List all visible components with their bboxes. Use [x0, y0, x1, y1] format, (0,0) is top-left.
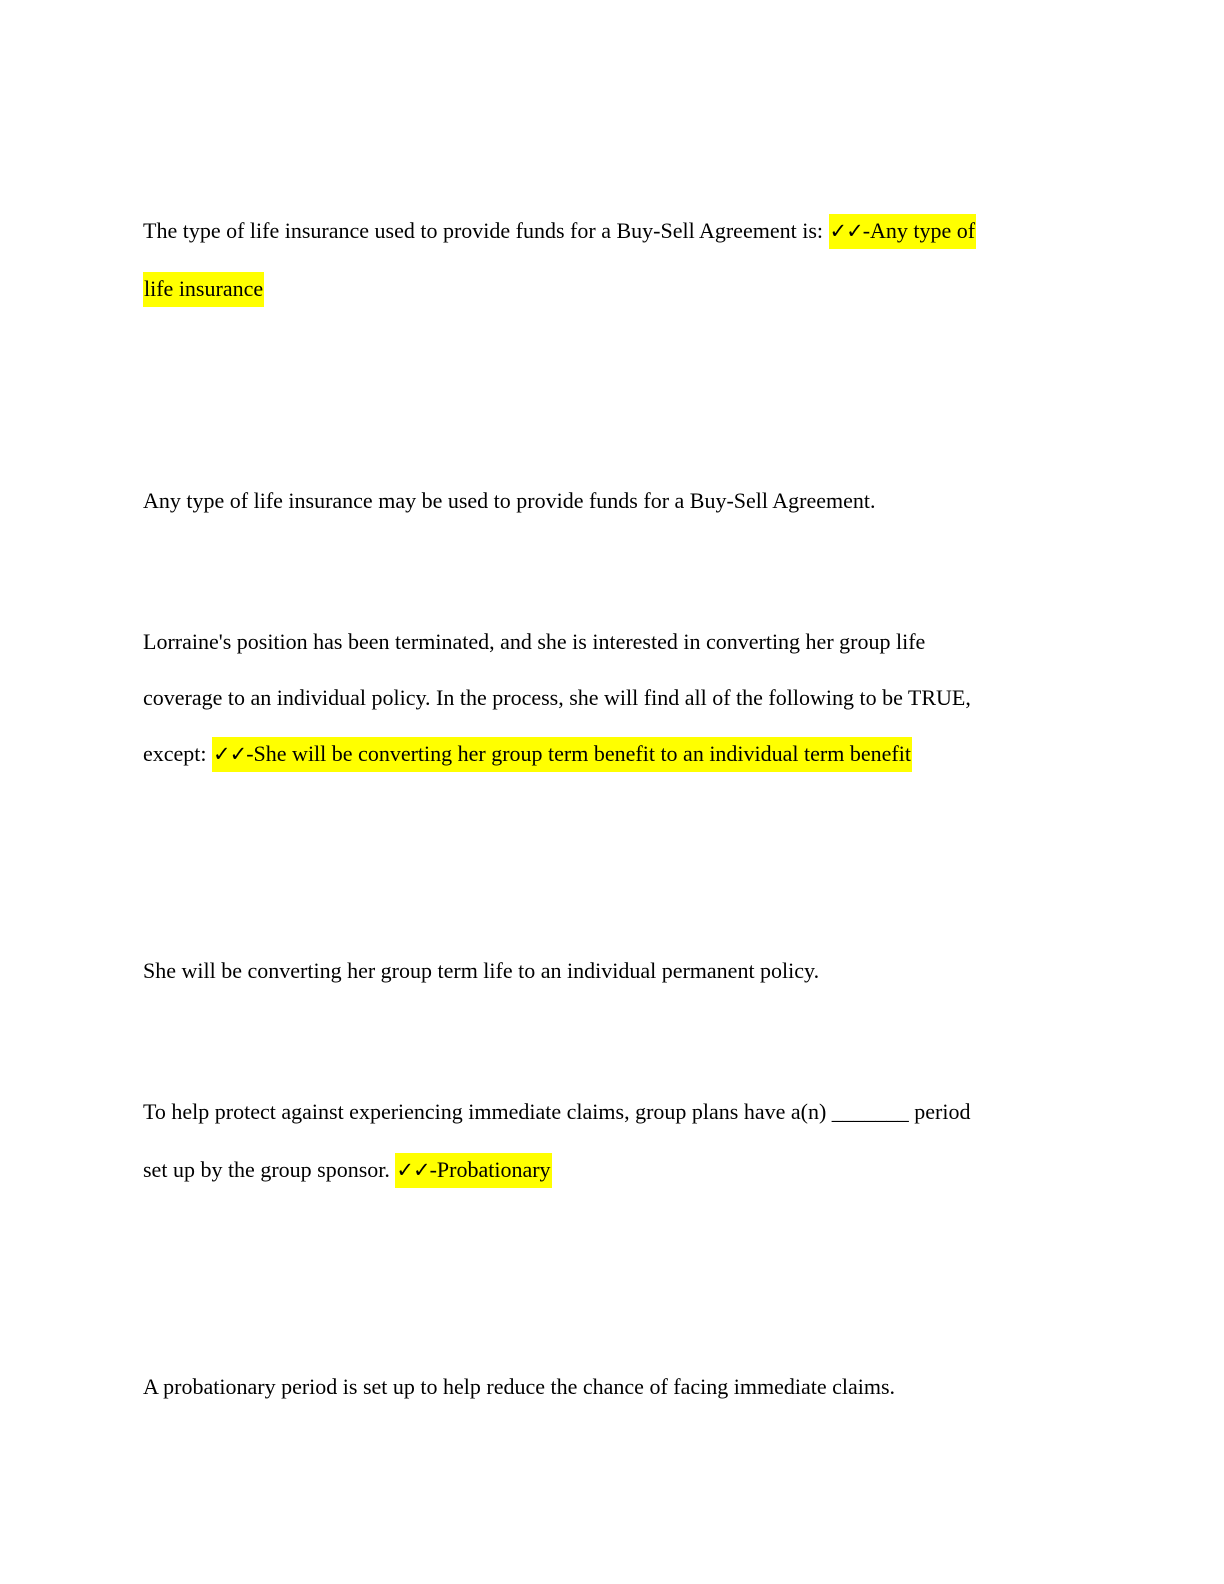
- question-1-line-2: [143, 260, 1063, 318]
- double-check-icon: ✓✓: [396, 1158, 430, 1182]
- question-1-text: The type of life insurance used to provide funds for a Buy-Sell Agreement is:: [143, 218, 829, 243]
- question-2-line-3: [143, 726, 1063, 782]
- explanation-1-text: Any type of life insurance may be used to provide funds for a Buy-Sell Agreement.: [143, 488, 876, 513]
- question-3-answer: -Probationary: [429, 1157, 551, 1182]
- double-check-icon: ✓✓: [829, 219, 863, 243]
- question-2-answer: -She will be converting her group term benefit to an individual term benefit: [246, 741, 911, 766]
- question-1-answer: -Any type of: [862, 218, 976, 243]
- answer-highlight: [829, 214, 977, 249]
- explanation-2: [143, 942, 1063, 1000]
- explanation-1: [143, 472, 1063, 530]
- question-3: [143, 1083, 1063, 1199]
- answer-highlight: [395, 1153, 551, 1188]
- question-1: [143, 202, 1063, 318]
- question-2-line-1: Lorraine's position has been terminated, and she is interested in converting her group life: [143, 629, 926, 654]
- question-3-line-2: [143, 1141, 1063, 1199]
- double-check-icon: ✓✓: [213, 742, 247, 766]
- answer-highlight: [212, 737, 912, 772]
- answer-highlight: life insurance: [143, 272, 264, 307]
- question-2: [143, 614, 1063, 782]
- question-1-line-1: [143, 202, 1063, 260]
- question-2-line-2: coverage to an individual policy. In the process, she will find all of the following to be TRUE,: [143, 685, 971, 710]
- question-3-line-1: To help protect against experiencing immediate claims, group plans have a(n) _______ period: [143, 1099, 971, 1124]
- explanation-2-text: She will be converting her group term life to an individual permanent policy.: [143, 958, 820, 983]
- explanation-3: [143, 1358, 1063, 1416]
- explanation-3-text: A probationary period is set up to help reduce the chance of facing immediate claims.: [143, 1374, 896, 1399]
- question-2-text: except:: [143, 741, 213, 766]
- question-3-text: set up by the group sponsor.: [143, 1157, 396, 1182]
